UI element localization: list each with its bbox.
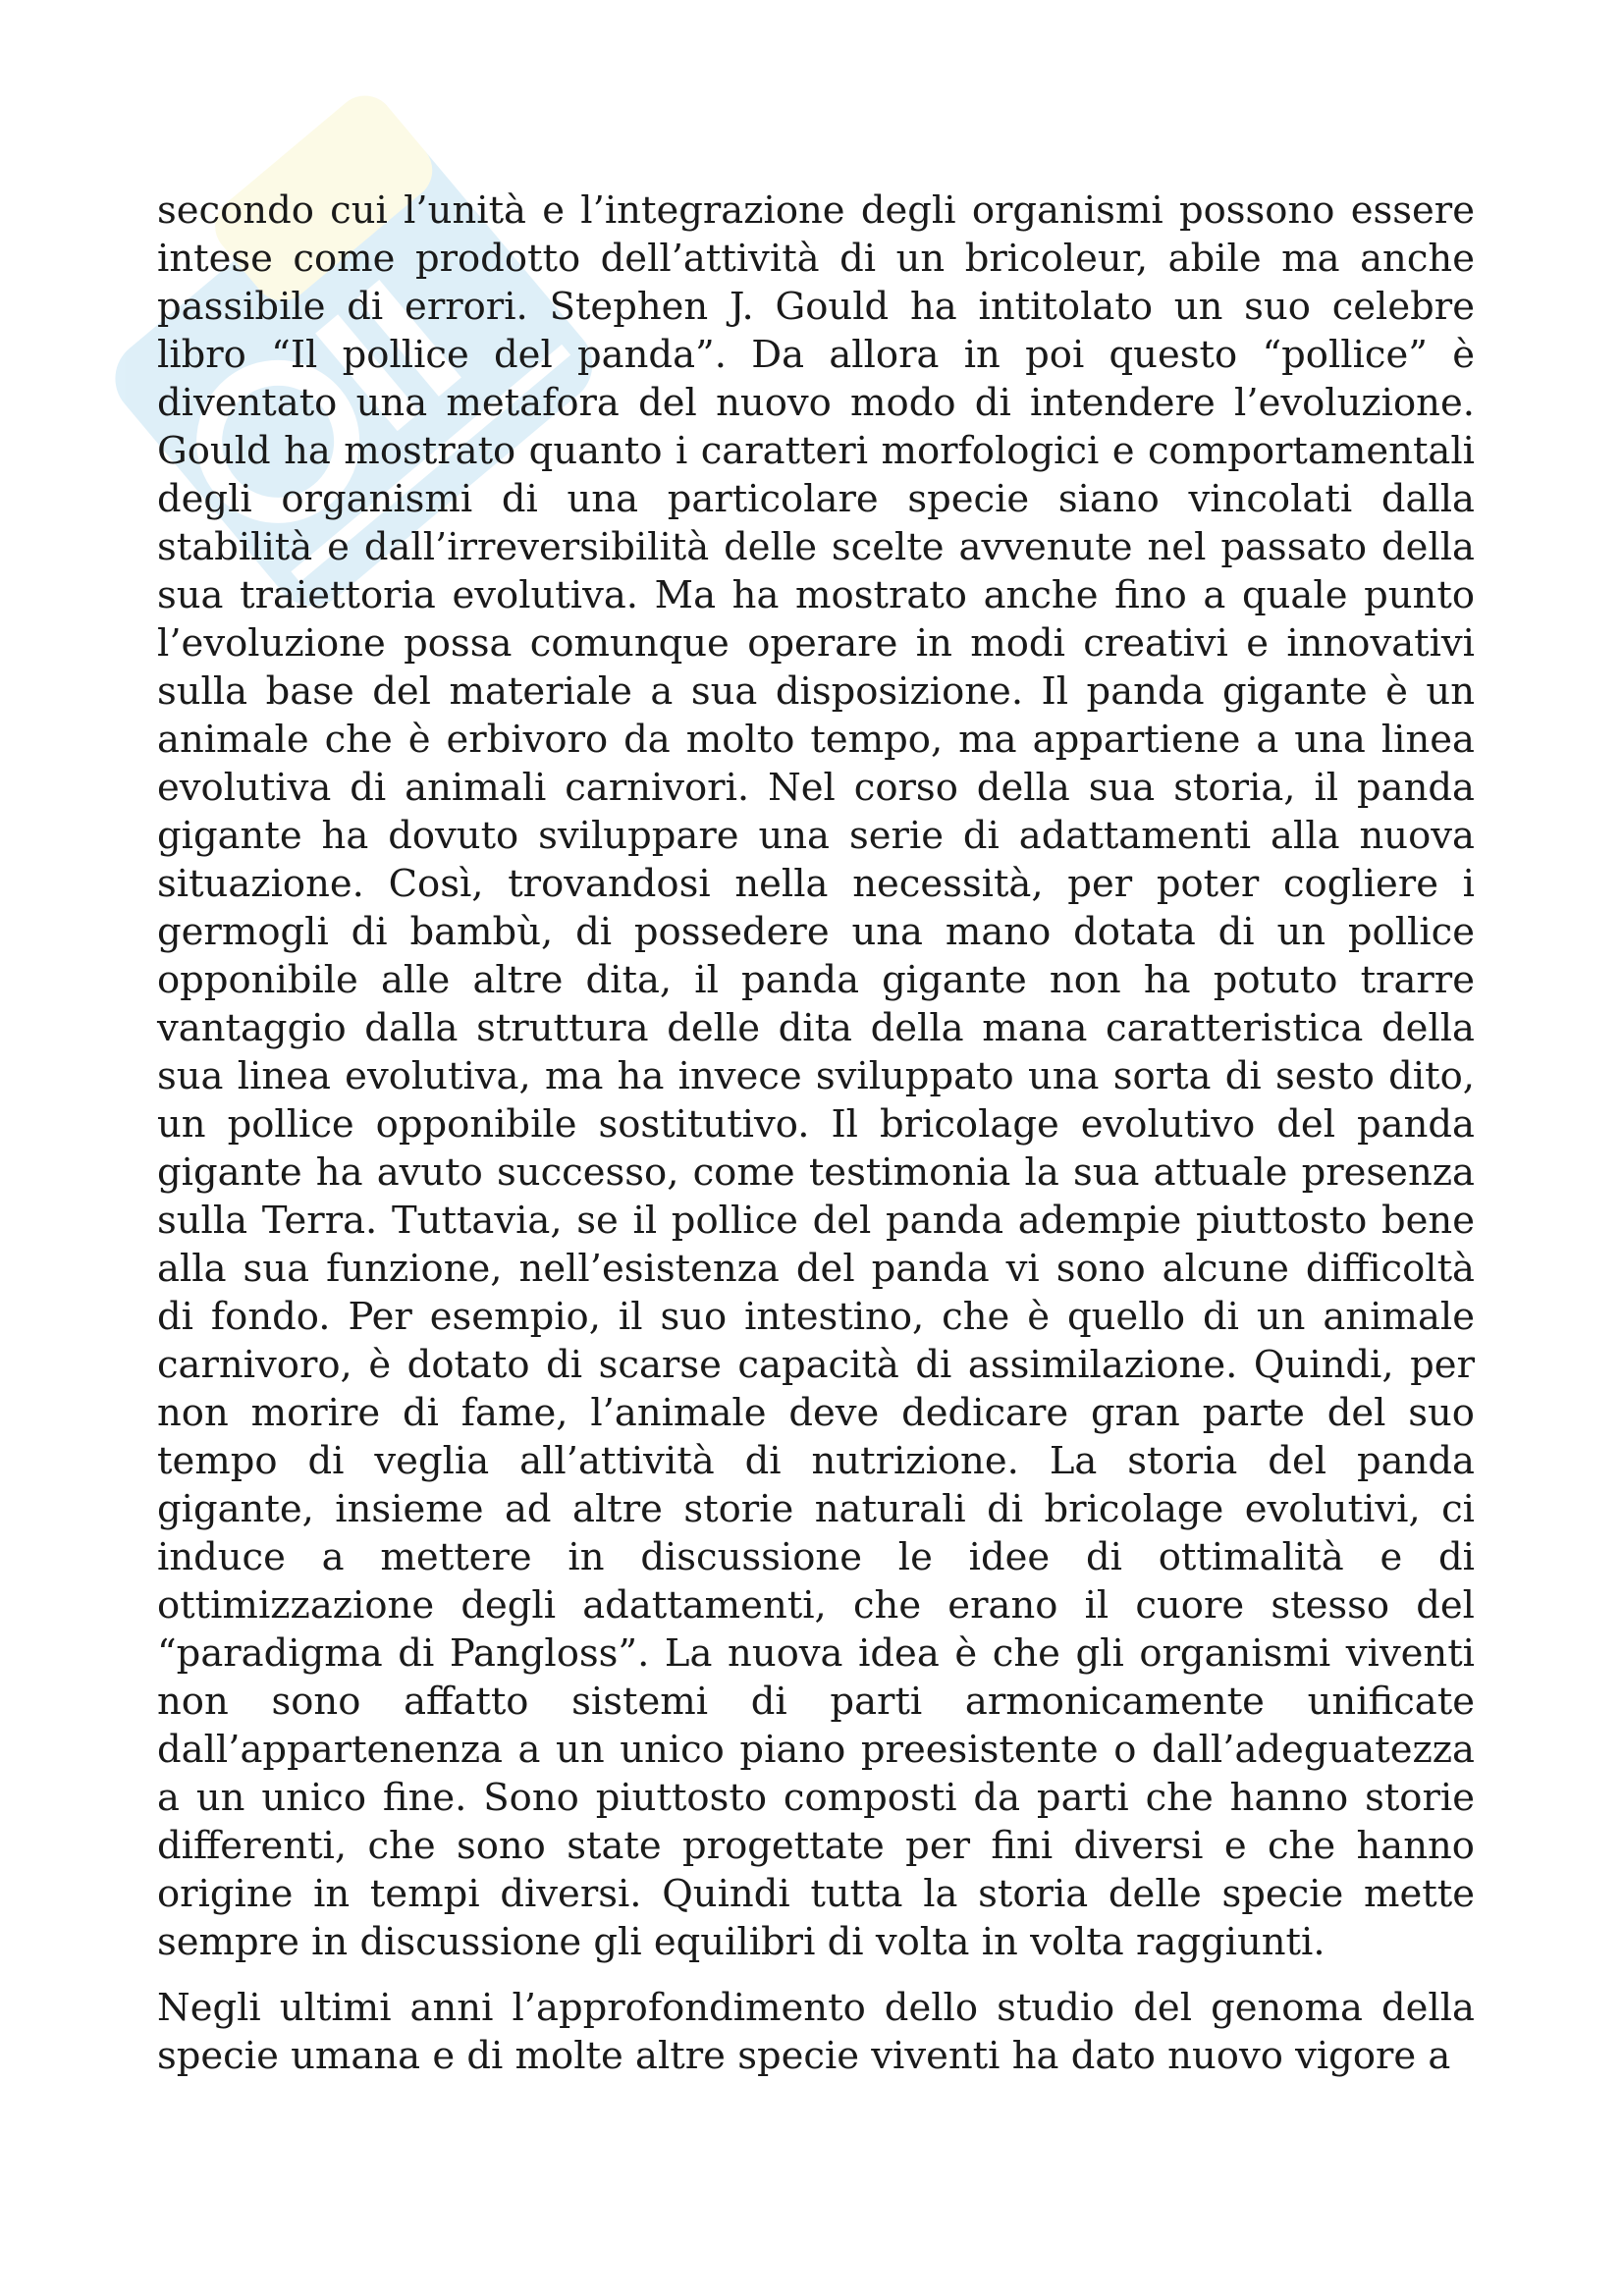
paragraph-2: Negli ultimi anni l’approfondimento dello studio del genoma della specie umana e di molte altre specie viventi ha dato nuovo vigore a — [157, 1986, 1475, 2078]
paragraph-1: secondo cui l’unità e l’integrazione degli organismi possono essere intese come prodotto dell’attività di un bricoleur, abile ma anche passibile di errori. Stephen J. Gould ha intitolato un suo celebre libro “Il pollice del panda”. Da allora in poi questo “pollice” è diventato una metafora del nuovo modo di intendere l’evoluzione. Gould ha mostrato quanto i caratteri morfologici e comportamentali degli organismi di una particolare specie siano vincolati dalla stabilità e dall’irreversibilità delle scelte avvenute nel passato della sua traiettoria evolutiva. Ma ha mostrato anche fino a quale punto l’evoluzione possa comunque operare in modi creativi e innovativi sulla base del materiale a sua disposizione. Il panda gigante è un animale che è erbivoro da molto tempo, ma appartiene a una linea evolutiva di animali carnivori. Nel corso della sua storia, il panda gigante ha dovuto sviluppare una serie di adattamenti alla nuova situazione. Così, trovandosi nella necessità, per poter cogliere i germogli di bambù, di possedere una mano dotata di un pollice opponibile alle altre dita, il panda gigante non ha potuto trarre vantaggio dalla struttura delle dita della mana caratteristica della sua linea evolutiva, ma ha invece sviluppato una sorta di sesto dito, un pollice opponibile sostitutivo. Il bricolage evolutivo del panda gigante ha avuto successo, come testimonia la sua attuale presenza sulla Terra. Tuttavia, se il pollice del panda adempie piuttosto bene alla sua funzione, nell’esistenza del panda vi sono alcune difficoltà di fondo. Per esempio, il suo intestino, che è quello di un animale carnivoro, è dotato di scarse capacità di assimilazione. Quindi, per non morire di fame, l’animale deve dedicare gran parte del suo tempo di veglia all’attività di nutrizione. La storia del panda gigante, insieme ad altre storie naturali di bricolage evolutivi, ci induce a mettere in discussione le idee di ottimalità e di ottimizzazione degli adattamenti, che erano il cuore stesso del “paradigma di Pangloss”. La nuova idea è che gli organismi viventi non sono affatto sistemi di parti armonicamente unificate dall’appartenenza a un unico piano preesistente o dall’adeguatezza a un unico fine. Sono piuttosto composti da parti che hanno storie differenti, che sono state progettate per fini diversi e che hanno origine in tempi diversi. Quindi tutta la storia delle specie mette sempre in discussione gli equilibri di volta in volta raggiunti. — [157, 188, 1475, 1964]
document-body — [157, 187, 1475, 2098]
